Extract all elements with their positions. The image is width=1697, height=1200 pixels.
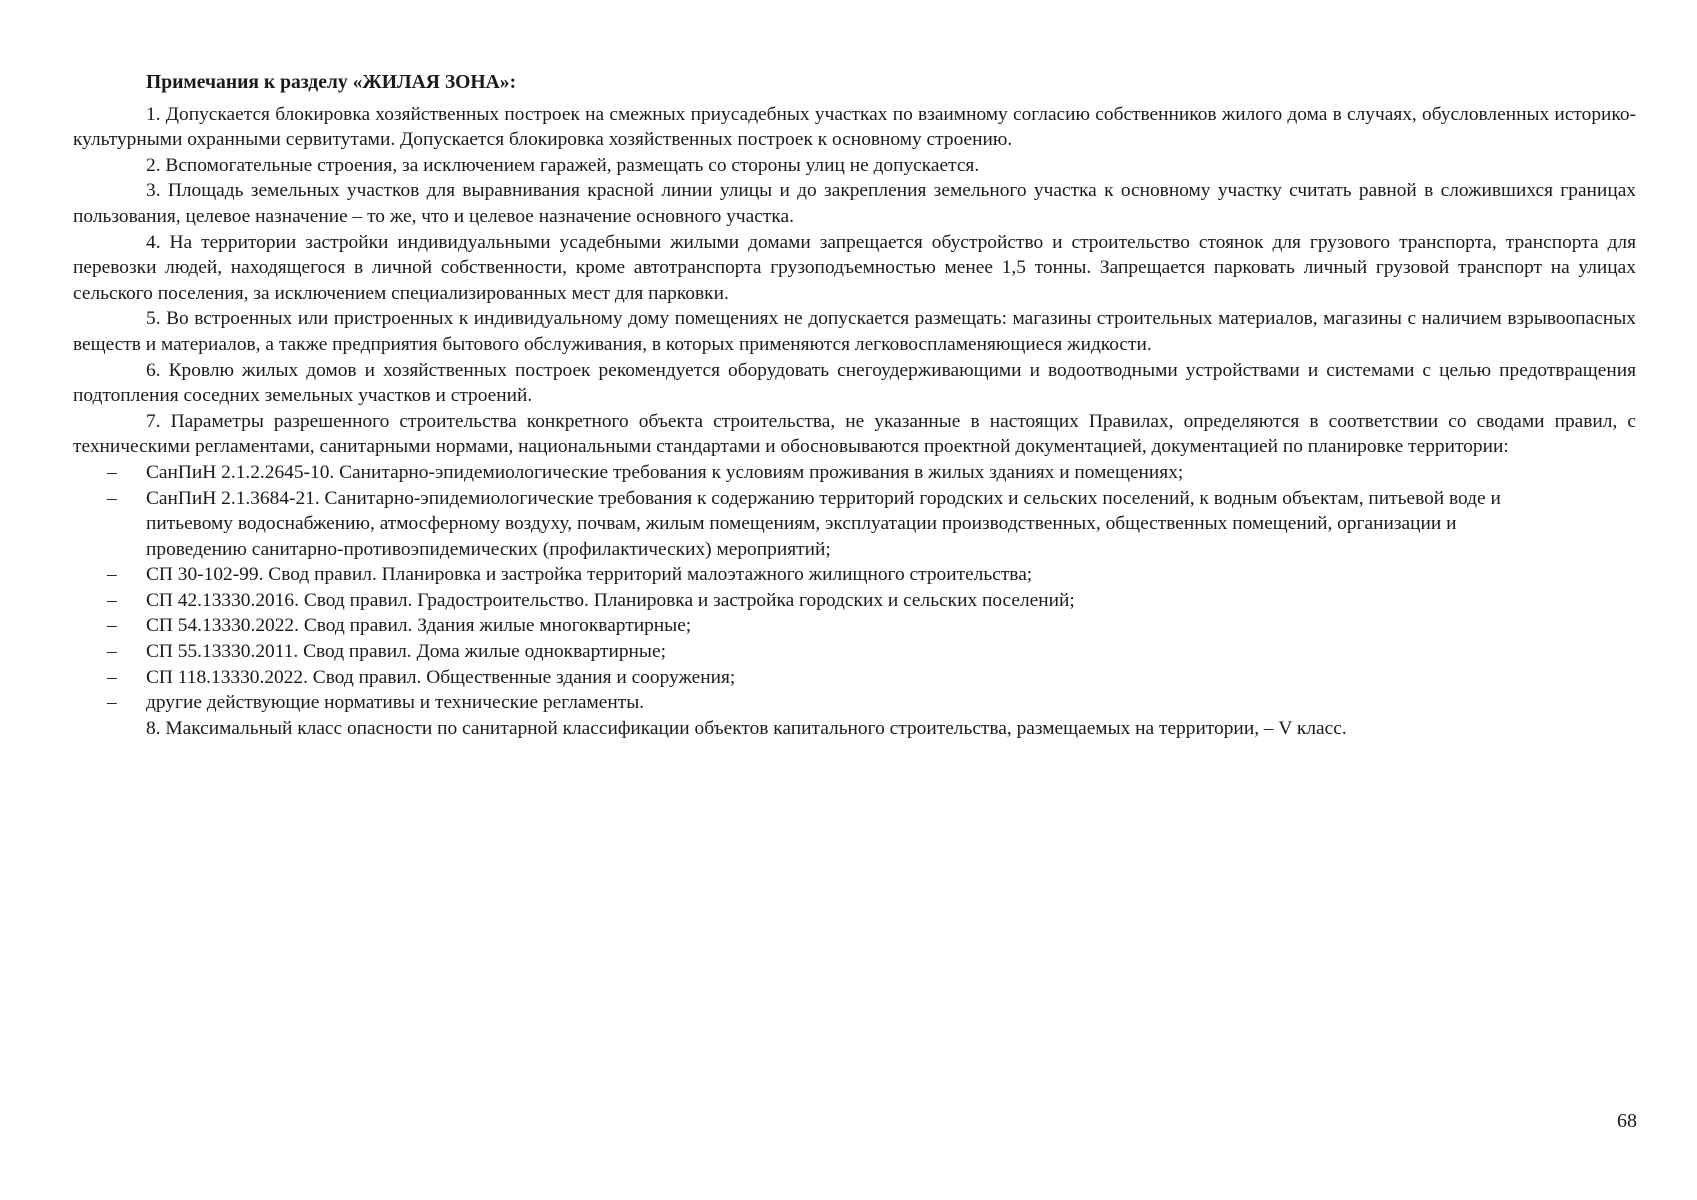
list-item [73,460,1636,486]
note-6: 6. Кровлю жилых домов и хозяйственных построек рекомендуется оборудовать снегоудерживающими и водоотводными устройствами и системами с целью предотвращения подтопления соседних земельных участков и строений. [73,359,1636,407]
list-dash: – [107,615,117,637]
reference-text: СП 55.13330.2011. Свод правил. Дома жилые одноквартирные; [146,641,666,663]
note-4: 4. На территории застройки индивидуальными усадебными жилыми домами запрещается обустройство и строительство стоянок для грузового транспорта, транспорта для перевозки людей, находящегося в личной собственности, кроме автотранспорта грузоподъемностью менее 1,5 тонны. Запрещается парковать личный грузовой транспорт на улицах сельского поселения, за исключением специализированных мест для парковки. [73,231,1636,304]
list-dash: – [107,666,117,688]
list-dash: – [107,487,117,509]
reference-text: СП 54.13330.2022. Свод правил. Здания жилые многоквартирные; [146,615,692,637]
note-2: 2. Вспомогательные строения, за исключением гаражей, размещать со стороны улиц не допускается. [146,154,980,176]
list-item [73,690,1636,716]
reference-text: СП 30-102-99. Свод правил. Планировка и застройка территорий малоэтажного жилищного строительства; [146,564,1033,586]
reference-text: СП 118.13330.2022. Свод правил. Общественные здания и сооружения; [146,666,736,688]
reference-text: СП 42.13330.2016. Свод правил. Градостроительство. Планировка и застройка городских и сельских поселений; [146,589,1075,611]
list-dash: – [107,461,117,483]
list-item [73,486,1636,563]
page-number: 68 [1617,1110,1637,1132]
list-dash: – [107,564,117,586]
document-body [73,70,1636,741]
note-1: 1. Допускается блокировка хозяйственных построек на смежных приусадебных участках по взаимному согласию собственников жилого дома в случаях, обусловленных историко-культурными охранными сервитутами. Допускается блокировка хозяйственных построек к основному строению. [73,103,1636,151]
list-dash: – [107,692,117,714]
note-8: 8. Максимальный класс опасности по санитарной классификации объектов капитального строительства, размещаемых на территории, – V класс. [146,717,1347,739]
list-item [73,588,1636,614]
note-3: 3. Площадь земельных участков для выравнивания красной линии улицы и до закрепления земельного участка к основному участку считать равной в сложившихся границах пользования, целевое назначение – то же, что и целевое назначение основного участка. [73,180,1636,227]
normative-references-list [73,460,1636,716]
reference-text: СанПиН 2.1.2.2645-10. Санитарно-эпидемиологические требования к условиям проживания в жилых зданиях и помещениях; [146,461,1184,483]
list-item [73,665,1636,691]
notes-heading: Примечания к разделу «ЖИЛАЯ ЗОНА»: [146,72,517,93]
list-item [73,562,1636,588]
note-5: 5. Во встроенных или пристроенных к индивидуальному дому помещениях не допускается размещать: магазины строительных материалов, магазины с наличием взрывоопасных веществ и материалов, а также предприятия бытового обслуживания, в которых применяются легковоспламеняющиеся жидкости. [73,308,1636,355]
list-item [73,639,1636,665]
note-7: 7. Параметры разрешенного строительства конкретного объекта строительства, не указанные в настоящих Правилах, определяются в соответствии со сводами правил, с техническими регламентами, санитарными нормами, национальными стандартами и обосновываются проектной документацией, документацией по планировке территории: [73,410,1636,458]
reference-text: другие действующие нормативы и технические регламенты. [146,692,645,714]
list-dash: – [107,641,117,663]
list-item [73,613,1636,639]
reference-text: СанПиН 2.1.3684-21. Санитарно-эпидемиологические требования к содержанию территорий городских и сельских поселений, к водным объектам, питьевой воде и питьевому водоснабжению, атмосферному воздуху, почвам, жилым помещениям, эксплуатации производственных, общественных помещений, организации и проведению санитарно-противоэпидемических (профилактических) мероприятий; [146,487,1501,560]
list-dash: – [107,589,117,611]
